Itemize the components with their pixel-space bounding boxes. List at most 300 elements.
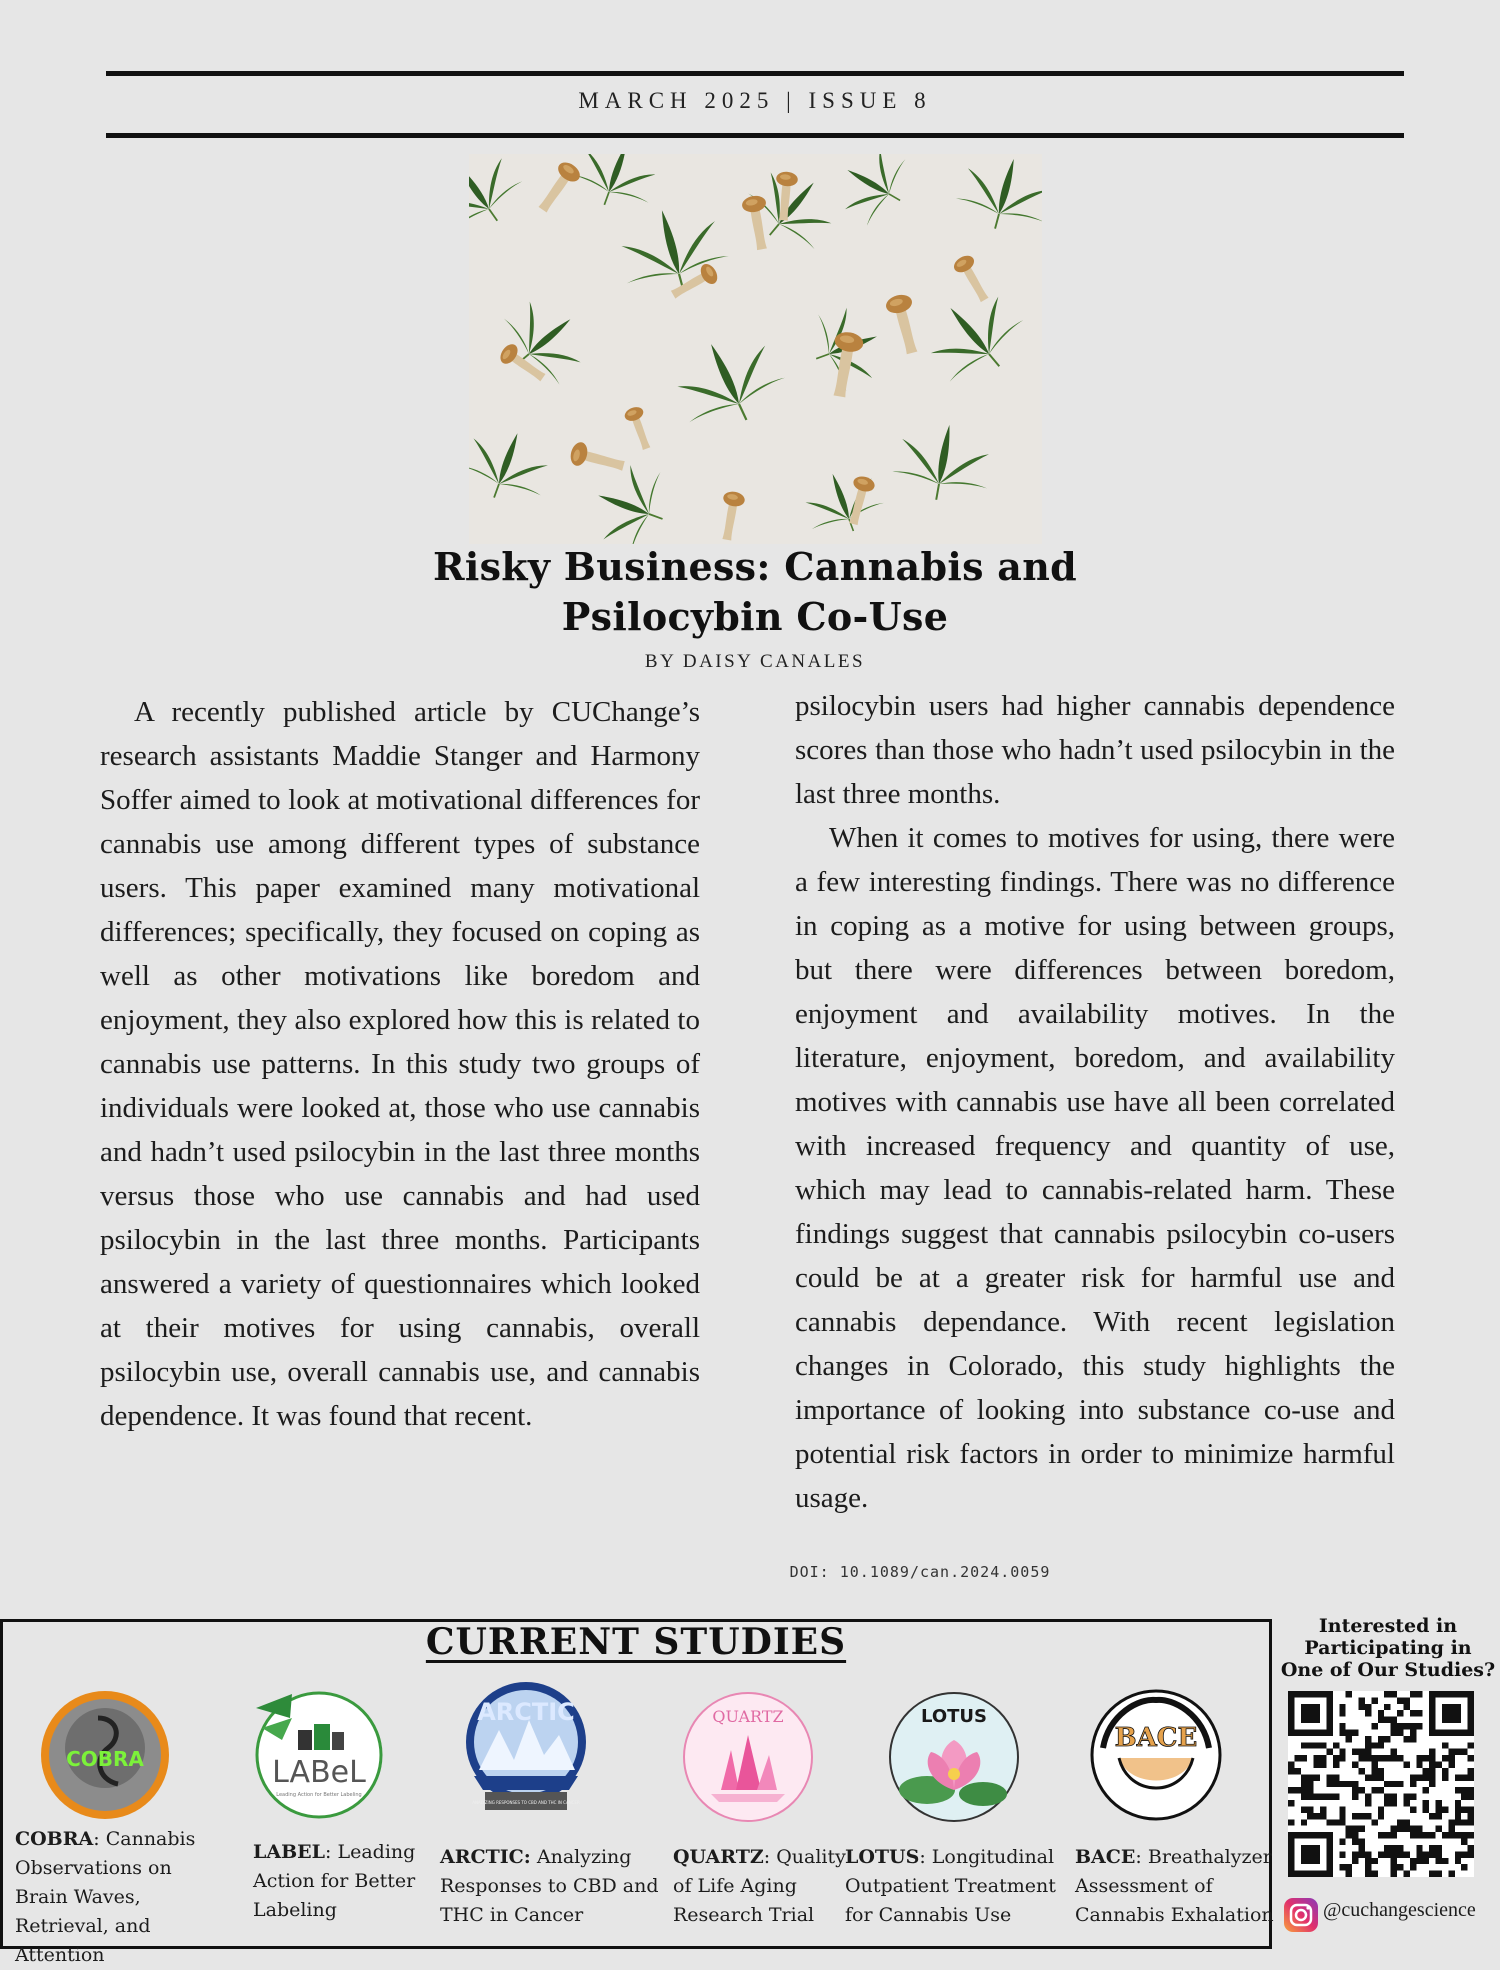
study-description: Leading Action for Better Labeling bbox=[253, 1841, 416, 1921]
qr-module bbox=[1455, 1858, 1461, 1864]
qr-module bbox=[1461, 1819, 1467, 1825]
qr-module bbox=[1359, 1755, 1365, 1761]
qr-module bbox=[1448, 1762, 1454, 1768]
qr-module bbox=[1365, 1742, 1371, 1748]
qr-module bbox=[1455, 1774, 1461, 1780]
qr-module bbox=[1371, 1742, 1377, 1748]
qr-module bbox=[1461, 1864, 1467, 1870]
qr-module bbox=[1455, 1851, 1461, 1857]
qr-module bbox=[1301, 1781, 1307, 1787]
qr-module bbox=[1384, 1845, 1390, 1851]
qr-module bbox=[1320, 1742, 1326, 1748]
qr-module bbox=[1410, 1710, 1416, 1716]
qr-module bbox=[1410, 1794, 1416, 1800]
qr-module bbox=[1384, 1755, 1390, 1761]
qr-module bbox=[1429, 1871, 1435, 1877]
study-acronym: LOTUS bbox=[845, 1846, 920, 1868]
qr-module bbox=[1378, 1717, 1384, 1723]
qr-module bbox=[1391, 1832, 1397, 1838]
qr-module bbox=[1307, 1787, 1313, 1793]
qr-module bbox=[1365, 1710, 1371, 1716]
qr-module bbox=[1455, 1800, 1461, 1806]
qr-module bbox=[1307, 1742, 1313, 1748]
qr-module bbox=[1423, 1832, 1429, 1838]
qr-module bbox=[1391, 1691, 1397, 1697]
qr-module bbox=[1384, 1851, 1390, 1857]
qr-module bbox=[1352, 1813, 1358, 1819]
qr-module bbox=[1301, 1704, 1320, 1723]
top-rule bbox=[106, 71, 1404, 76]
qr-module bbox=[1365, 1704, 1371, 1710]
qr-module bbox=[1468, 1845, 1474, 1851]
label-logo-subtitle: Leading Action for Better Labeling bbox=[276, 1792, 362, 1798]
qr-module bbox=[1461, 1806, 1467, 1812]
qr-module bbox=[1378, 1806, 1384, 1812]
qr-module bbox=[1429, 1749, 1435, 1755]
qr-module bbox=[1436, 1851, 1442, 1857]
study-description: Longitudinal Outpatient Treatment for Cannabis Use bbox=[845, 1846, 1056, 1926]
qr-module bbox=[1429, 1851, 1435, 1857]
qr-module bbox=[1397, 1781, 1403, 1787]
qr-module bbox=[1371, 1697, 1377, 1703]
qr-module bbox=[1301, 1819, 1307, 1825]
instagram-handle[interactable]: @cuchangescience bbox=[1323, 1899, 1476, 1921]
study-separator: : bbox=[919, 1846, 932, 1868]
qr-module bbox=[1391, 1851, 1397, 1857]
qr-module bbox=[1384, 1794, 1390, 1800]
qr-module bbox=[1403, 1697, 1409, 1703]
qr-module bbox=[1320, 1813, 1326, 1819]
hero-image bbox=[469, 154, 1042, 544]
qr-module bbox=[1461, 1774, 1467, 1780]
study-caption-quartz bbox=[673, 1843, 848, 1930]
qr-module bbox=[1448, 1819, 1454, 1825]
qr-module bbox=[1442, 1755, 1448, 1761]
article-title-line1: Risky Business: Cannabis and bbox=[432, 544, 1078, 589]
lotus-logo-text: LOTUS bbox=[921, 1706, 987, 1727]
qr-module bbox=[1288, 1787, 1294, 1793]
label-logo-text: LABeL bbox=[272, 1755, 366, 1790]
qr-module bbox=[1403, 1736, 1409, 1742]
qr-module bbox=[1346, 1781, 1352, 1787]
qr-module bbox=[1365, 1864, 1371, 1870]
qr-module bbox=[1320, 1794, 1326, 1800]
qr-module bbox=[1384, 1781, 1390, 1787]
callout-line: Interested in bbox=[1318, 1615, 1458, 1637]
qr-module bbox=[1423, 1768, 1429, 1774]
qr-module bbox=[1365, 1871, 1371, 1877]
qr-module bbox=[1455, 1813, 1461, 1819]
study-separator: : bbox=[1135, 1846, 1148, 1868]
qr-module bbox=[1410, 1729, 1416, 1735]
qr-module bbox=[1423, 1755, 1429, 1761]
qr-module bbox=[1378, 1774, 1384, 1780]
qr-module bbox=[1339, 1755, 1345, 1761]
qr-module bbox=[1410, 1691, 1416, 1697]
qr-module bbox=[1333, 1742, 1339, 1748]
qr-module bbox=[1359, 1826, 1365, 1832]
qr-module bbox=[1429, 1762, 1435, 1768]
qr-module bbox=[1391, 1871, 1397, 1877]
qr-module bbox=[1416, 1710, 1422, 1716]
qr-module bbox=[1288, 1762, 1294, 1768]
qr-module bbox=[1365, 1851, 1371, 1857]
qr-module bbox=[1442, 1806, 1448, 1812]
qr-module bbox=[1352, 1762, 1358, 1768]
qr-module bbox=[1359, 1768, 1365, 1774]
qr-module bbox=[1391, 1729, 1397, 1735]
qr-module bbox=[1436, 1813, 1442, 1819]
study-description: Cannabis Observations on Brain Waves, Retrieval, and Attention bbox=[15, 1828, 196, 1966]
qr-module bbox=[1403, 1800, 1409, 1806]
study-caption-cobra bbox=[15, 1825, 230, 1970]
qr-module bbox=[1403, 1851, 1409, 1857]
qr-code[interactable] bbox=[1288, 1691, 1474, 1877]
qr-module bbox=[1326, 1749, 1332, 1755]
qr-module bbox=[1468, 1832, 1474, 1838]
qr-module bbox=[1301, 1774, 1307, 1780]
qr-module bbox=[1410, 1864, 1416, 1870]
qr-module bbox=[1442, 1704, 1461, 1723]
qr-module bbox=[1339, 1864, 1345, 1870]
qr-module bbox=[1403, 1871, 1409, 1877]
qr-module bbox=[1429, 1832, 1435, 1838]
qr-module bbox=[1416, 1755, 1422, 1761]
qr-module bbox=[1416, 1845, 1422, 1851]
qr-module bbox=[1423, 1800, 1429, 1806]
qr-module bbox=[1352, 1749, 1358, 1755]
qr-module bbox=[1371, 1819, 1377, 1825]
qr-module bbox=[1378, 1768, 1384, 1774]
qr-module bbox=[1384, 1800, 1390, 1806]
qr-module bbox=[1320, 1755, 1326, 1761]
qr-module bbox=[1339, 1723, 1345, 1729]
qr-module bbox=[1294, 1768, 1300, 1774]
qr-module bbox=[1314, 1813, 1320, 1819]
qr-module bbox=[1339, 1704, 1345, 1710]
qr-module bbox=[1403, 1704, 1409, 1710]
qr-module bbox=[1365, 1755, 1371, 1761]
qr-module bbox=[1359, 1704, 1365, 1710]
qr-module bbox=[1455, 1749, 1461, 1755]
qr-module bbox=[1403, 1762, 1409, 1768]
qr-module bbox=[1468, 1819, 1474, 1825]
qr-module bbox=[1397, 1845, 1403, 1851]
qr-module bbox=[1391, 1717, 1397, 1723]
qr-module bbox=[1301, 1742, 1307, 1748]
qr-module bbox=[1346, 1729, 1352, 1735]
qr-module bbox=[1429, 1768, 1435, 1774]
arctic-logo-text: ARCTIC bbox=[477, 1698, 575, 1726]
qr-module bbox=[1468, 1774, 1474, 1780]
qr-module bbox=[1359, 1697, 1365, 1703]
qr-module bbox=[1423, 1787, 1429, 1793]
qr-module bbox=[1359, 1845, 1365, 1851]
qr-module bbox=[1410, 1723, 1416, 1729]
qr-module bbox=[1461, 1851, 1467, 1857]
qr-module bbox=[1397, 1864, 1403, 1870]
bottom-rule bbox=[106, 133, 1404, 138]
qr-module bbox=[1468, 1787, 1474, 1793]
study-caption-label bbox=[253, 1838, 423, 1925]
qr-module bbox=[1461, 1832, 1467, 1838]
article-column-right bbox=[795, 684, 1395, 1520]
paragraph: When it comes to motives for using, there were a few interesting findings. There was no difference in coping as a motive for using between groups, but there were differences between boredom, enjoyment and availability motives. In the literature, enjoyment, boredom, and availability motives with cannabis use have all been correlated with increased frequency and quantity of use, which may lead to cannabis-related harm. These findings suggest that cannabis psilocybin co-users could be at a greater risk for harmful use and cannabis dependance. With recent legislation changes in Colorado, this study highlights the importance of looking into substance co-use and potential risk factors in order to minimize harmful usage. bbox=[795, 822, 1395, 1514]
qr-module bbox=[1314, 1762, 1320, 1768]
qr-module bbox=[1397, 1723, 1403, 1729]
qr-module bbox=[1326, 1774, 1332, 1780]
qr-module bbox=[1436, 1762, 1442, 1768]
qr-module bbox=[1416, 1691, 1422, 1697]
qr-module bbox=[1346, 1691, 1352, 1697]
qr-module bbox=[1301, 1845, 1320, 1864]
study-caption-bace bbox=[1075, 1843, 1275, 1930]
qr-module bbox=[1416, 1851, 1422, 1857]
qr-module bbox=[1339, 1813, 1345, 1819]
qr-module bbox=[1378, 1832, 1384, 1838]
study-acronym: LABEL bbox=[253, 1841, 326, 1863]
qr-module bbox=[1410, 1774, 1416, 1780]
qr-module bbox=[1294, 1787, 1300, 1793]
study-acronym: ARCTIC: bbox=[440, 1846, 531, 1868]
qr-module bbox=[1301, 1794, 1307, 1800]
qr-module bbox=[1442, 1768, 1448, 1774]
qr-module bbox=[1410, 1806, 1416, 1812]
qr-module bbox=[1436, 1826, 1442, 1832]
qr-module bbox=[1397, 1729, 1403, 1735]
qr-module bbox=[1429, 1755, 1435, 1761]
qr-module bbox=[1365, 1813, 1371, 1819]
study-acronym: COBRA bbox=[15, 1828, 94, 1850]
qr-module bbox=[1288, 1800, 1294, 1806]
qr-module bbox=[1339, 1819, 1345, 1825]
qr-module bbox=[1371, 1723, 1377, 1729]
qr-module bbox=[1378, 1787, 1384, 1793]
qr-module bbox=[1416, 1826, 1422, 1832]
qr-module bbox=[1339, 1806, 1345, 1812]
article-title-line2: Psilocybin Co-Use bbox=[561, 594, 949, 639]
qr-module bbox=[1359, 1749, 1365, 1755]
qr-module bbox=[1423, 1806, 1429, 1812]
study-description: Breathalyzer Assessment of Cannabis Exhalation bbox=[1075, 1846, 1274, 1926]
qr-module bbox=[1307, 1813, 1313, 1819]
arctic-logo bbox=[459, 1680, 593, 1814]
qr-module bbox=[1339, 1749, 1345, 1755]
qr-module bbox=[1391, 1723, 1397, 1729]
qr-module bbox=[1378, 1755, 1384, 1761]
byline: BY DAISY CANALES bbox=[644, 651, 866, 672]
qr-module bbox=[1410, 1858, 1416, 1864]
qr-module bbox=[1352, 1787, 1358, 1793]
qr-module bbox=[1352, 1729, 1358, 1735]
qr-module bbox=[1333, 1781, 1339, 1787]
qr-module bbox=[1416, 1858, 1422, 1864]
qr-module bbox=[1416, 1832, 1422, 1838]
article-column-left bbox=[100, 690, 700, 1438]
quartz-logo-text: QUARTZ bbox=[712, 1707, 784, 1726]
study-description: Quality of Life Aging Research Trial bbox=[673, 1846, 846, 1926]
qr-module bbox=[1448, 1871, 1454, 1877]
qr-module bbox=[1359, 1851, 1365, 1857]
qr-module bbox=[1468, 1794, 1474, 1800]
qr-module bbox=[1301, 1755, 1307, 1761]
qr-module bbox=[1468, 1742, 1474, 1748]
qr-module bbox=[1436, 1858, 1442, 1864]
qr-module bbox=[1384, 1691, 1390, 1697]
qr-module bbox=[1359, 1839, 1365, 1845]
qr-module bbox=[1314, 1755, 1320, 1761]
qr-module bbox=[1423, 1858, 1429, 1864]
qr-module bbox=[1333, 1819, 1339, 1825]
qr-module bbox=[1397, 1826, 1403, 1832]
qr-module bbox=[1352, 1781, 1358, 1787]
qr-module bbox=[1468, 1768, 1474, 1774]
qr-module bbox=[1352, 1839, 1358, 1845]
qr-module bbox=[1455, 1832, 1461, 1838]
study-acronym: QUARTZ bbox=[673, 1846, 764, 1868]
study-caption-lotus bbox=[845, 1843, 1065, 1930]
qr-module bbox=[1339, 1729, 1345, 1735]
qr-module bbox=[1423, 1851, 1429, 1857]
article-title bbox=[380, 542, 1130, 642]
qr-module bbox=[1294, 1755, 1300, 1761]
qr-module bbox=[1455, 1787, 1461, 1793]
qr-module bbox=[1339, 1851, 1345, 1857]
quartz-logo bbox=[681, 1690, 815, 1824]
qr-module bbox=[1352, 1826, 1358, 1832]
qr-module bbox=[1416, 1723, 1422, 1729]
qr-module bbox=[1416, 1774, 1422, 1780]
qr-module bbox=[1378, 1851, 1384, 1857]
qr-module bbox=[1371, 1768, 1377, 1774]
qr-module bbox=[1371, 1858, 1377, 1864]
qr-module bbox=[1391, 1864, 1397, 1870]
qr-module bbox=[1352, 1832, 1358, 1838]
qr-module bbox=[1333, 1794, 1339, 1800]
qr-module bbox=[1391, 1755, 1397, 1761]
cobra-logo-text: COBRA bbox=[66, 1747, 144, 1771]
qr-module bbox=[1365, 1858, 1371, 1864]
qr-module bbox=[1359, 1787, 1365, 1793]
qr-module bbox=[1352, 1858, 1358, 1864]
qr-module bbox=[1455, 1806, 1461, 1812]
paragraph: A recently published article by CUChange’s research assistants Maddie Stanger and Harmony Soffer aimed to look at motivational differences for cannabis use among different types of substance users. This paper examined many motivational differences; specifically, they focused on coping as well as other motivations like boredom and enjoyment, they also explored how this is related to cannabis use patterns. In this study two groups of individuals were looked at, those who use cannabis and hadn’t used psilocybin in the last three months versus those who use cannabis and had used psilocybin in the last three months. Participants answered a variety of questionnaires which looked at their motives for using cannabis, overall psilocybin use, overall cannabis use, and cannabis dependence. It was found that recent. bbox=[100, 696, 700, 1432]
qr-module bbox=[1320, 1762, 1326, 1768]
study-separator: : bbox=[325, 1841, 338, 1863]
qr-module bbox=[1384, 1736, 1390, 1742]
lotus-logo bbox=[887, 1690, 1021, 1824]
qr-module bbox=[1371, 1871, 1377, 1877]
qr-module bbox=[1448, 1749, 1454, 1755]
qr-module bbox=[1333, 1774, 1339, 1780]
qr-module bbox=[1429, 1845, 1435, 1851]
arctic-logo-subtitle: ANALYZING RESPONSES TO CBD AND THC IN CANCER bbox=[472, 1800, 580, 1805]
qr-module bbox=[1339, 1781, 1345, 1787]
qr-module bbox=[1314, 1742, 1320, 1748]
qr-module bbox=[1391, 1858, 1397, 1864]
qr-module bbox=[1307, 1781, 1313, 1787]
qr-module bbox=[1461, 1787, 1467, 1793]
qr-module bbox=[1391, 1794, 1397, 1800]
qr-module bbox=[1429, 1774, 1435, 1780]
qr-module bbox=[1442, 1858, 1448, 1864]
qr-module bbox=[1436, 1845, 1442, 1851]
qr-module bbox=[1288, 1819, 1294, 1825]
qr-module bbox=[1339, 1839, 1345, 1845]
paragraph: psilocybin users had higher cannabis dependence scores than those who hadn’t used psilocybin in the last three months. bbox=[795, 690, 1395, 810]
study-acronym: BACE bbox=[1075, 1846, 1136, 1868]
qr-module bbox=[1397, 1851, 1403, 1857]
qr-module bbox=[1429, 1813, 1435, 1819]
qr-module bbox=[1416, 1762, 1422, 1768]
qr-module bbox=[1307, 1774, 1313, 1780]
qr-module bbox=[1448, 1755, 1454, 1761]
qr-module bbox=[1391, 1781, 1397, 1787]
qr-module bbox=[1333, 1755, 1339, 1761]
instagram-icon[interactable] bbox=[1283, 1897, 1319, 1933]
qr-module bbox=[1320, 1806, 1326, 1812]
qr-module bbox=[1442, 1774, 1448, 1780]
qr-module bbox=[1384, 1704, 1390, 1710]
qr-module bbox=[1442, 1832, 1448, 1838]
qr-module bbox=[1326, 1781, 1332, 1787]
qr-module bbox=[1333, 1762, 1339, 1768]
qr-module bbox=[1301, 1806, 1307, 1812]
bace-logo-text: BACE bbox=[1114, 1723, 1198, 1753]
qr-module bbox=[1352, 1851, 1358, 1857]
qr-module bbox=[1378, 1742, 1384, 1748]
qr-module bbox=[1468, 1813, 1474, 1819]
qr-module bbox=[1468, 1755, 1474, 1761]
qr-module bbox=[1314, 1794, 1320, 1800]
study-separator: : bbox=[93, 1828, 106, 1850]
qr-module bbox=[1371, 1774, 1377, 1780]
qr-module bbox=[1378, 1710, 1384, 1716]
qr-module bbox=[1346, 1832, 1352, 1838]
qr-module bbox=[1339, 1710, 1345, 1716]
qr-module bbox=[1403, 1819, 1409, 1825]
qr-module bbox=[1410, 1736, 1416, 1742]
callout-line: Participating in bbox=[1304, 1637, 1472, 1659]
qr-module bbox=[1397, 1819, 1403, 1825]
study-separator: : bbox=[763, 1846, 777, 1868]
qr-module bbox=[1397, 1755, 1403, 1761]
qr-module bbox=[1365, 1774, 1371, 1780]
qr-module bbox=[1307, 1806, 1313, 1812]
cobra-logo bbox=[38, 1688, 172, 1822]
qr-module bbox=[1371, 1787, 1377, 1793]
qr-module bbox=[1288, 1768, 1294, 1774]
study-caption-arctic bbox=[440, 1843, 665, 1930]
qr-module bbox=[1384, 1717, 1390, 1723]
qr-module bbox=[1436, 1800, 1442, 1806]
qr-module bbox=[1391, 1800, 1397, 1806]
qr-module bbox=[1403, 1723, 1409, 1729]
qr-module bbox=[1346, 1736, 1352, 1742]
qr-module bbox=[1391, 1826, 1397, 1832]
qr-module bbox=[1365, 1794, 1371, 1800]
qr-module bbox=[1391, 1749, 1397, 1755]
study-description: Analyzing Responses to CBD and THC in Cancer bbox=[440, 1846, 659, 1926]
callout-line: One of Our Studies? bbox=[1280, 1659, 1496, 1681]
qr-module bbox=[1461, 1839, 1467, 1845]
qr-module bbox=[1442, 1742, 1448, 1748]
qr-module bbox=[1365, 1800, 1371, 1806]
qr-module bbox=[1359, 1813, 1365, 1819]
qr-module bbox=[1384, 1832, 1390, 1838]
qr-module bbox=[1314, 1774, 1320, 1780]
issue-line: MARCH 2025 | ISSUE 8 bbox=[578, 88, 932, 113]
